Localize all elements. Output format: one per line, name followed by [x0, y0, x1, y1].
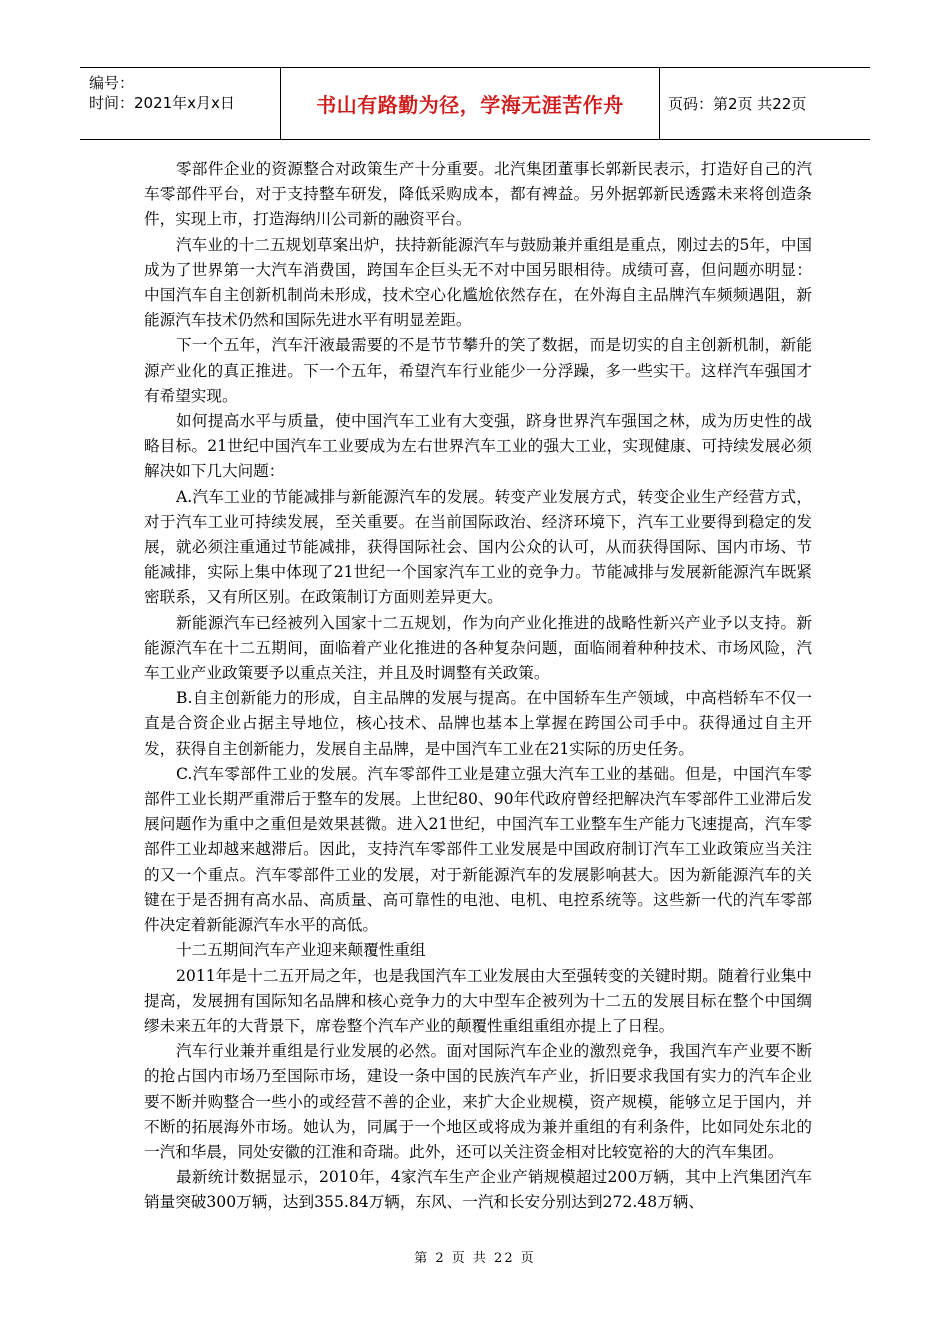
paragraph: 零部件企业的资源整合对政策生产十分重要。北汽集团董事长郭新民表示，打造好自己的汽车零部件平台，对于支持整车研发，降低采购成本，都有裨益。另外据郭新民透露未来将创造条件，实现上市，打造海纳川公司新的融资平台。 [144, 160, 812, 229]
header-motto-cell [281, 68, 660, 139]
header-page-info: 页码：第2页 共22页 [668, 95, 807, 113]
paragraph-item-a: A.汽车工业的节能减排与新能源汽车的发展。转变产业发展方式，转变企业生产经营方式，对于汽车工业可持续发展，至关重要。在当前国际政治、经济环境下，汽车工业要得到稳定的发展，就必须注重通过节能减排，获得国际社会、国内公众的认可，从而获得国际、国内市场、节能减排，实际上集中体现了21世纪一个国家汽车工业的竞争力。节能减排与发展新能源汽车既紧密联系，又有所区别。在政策制订方面则差异更大。 [144, 487, 812, 607]
document-date: 时间：2021年x月x日 [89, 94, 235, 112]
header-page-cell [660, 68, 870, 139]
page-footer: 第 2 页 共 22 页 [414, 1251, 536, 1266]
header-meta-cell [80, 68, 281, 139]
paragraph-item-b: B.自主创新能力的形成，自主品牌的发展与提高。在中国轿车生产领域，中高档轿车不仅一直是合资企业占据主导地位，核心技术、品牌也基本上掌握在跨国公司手中。获得通过自主开发，获得自主创新能力，发展自主品牌，是中国汽车工业在21实际的历史任务。 [144, 689, 812, 758]
paragraph: 如何提高水平与质量，使中国汽车工业有大变强，跻身世界汽车强国之林，成为历史性的战略目标。21世纪中国汽车工业要成为左右世界汽车工业的强大工业，实现健康、可持续发展必须解决如下几大问题： [144, 412, 812, 481]
paragraph: 下一个五年，汽车汗液最需要的不是节节攀升的笑了数据，而是切实的自主创新机制，新能源产业化的真正推进。下一个五年，希望汽车行业能少一分浮躁，多一些实干。这样汽车强国才有希望实现。 [144, 336, 812, 405]
section-heading: 十二五期间汽车产业迎来颠覆性重组 [176, 941, 426, 960]
paragraph: 汽车行业兼并重组是行业发展的必然。面对国际汽车企业的激烈竞争，我国汽车产业要不断的抢占国内市场乃至国际市场，建设一条中国的民族汽车产业，折旧要求我国有实力的汽车企业要不断并购整合一些小的或经营不善的企业，来扩大企业规模，资产规模，能够立足于国内，并不断的拓展海外市场。她认为，同属于一个地区或将成为兼并重组的有利条件，比如同处东北的一汽和华晨，同处安徽的江淮和奇瑞。此外，还可以关注资金相对比较宽裕的大的汽车集团。 [144, 1042, 812, 1161]
header-motto: 书山有路勤为径，学海无涯苦作舟 [316, 93, 624, 117]
paragraph: 2011年是十二五开局之年，也是我国汽车工业发展由大至强转变的关键时期。随着行业集中提高，发展拥有国际知名品牌和核心竞争力的大中型车企被列为十二五的发展目标在整个中国绸缪未来五年的大背景下，席卷整个汽车产业的颠覆性重组重组亦提上了日程。 [144, 966, 812, 1035]
paragraph: 最新统计数据显示，2010年，4家汽车生产企业产销规模超过200万辆，其中上汽集团汽车销量突破300万辆，达到355.84万辆，东风、一汽和长安分别达到272.48万辆、 [144, 1168, 812, 1212]
page-header [80, 67, 870, 140]
paragraph: 新能源汽车已经被列入国家十二五规划，作为向产业化推进的战略性新兴产业予以支持。新能源汽车在十二五期间，面临着产业化推进的各种复杂问题，面临闹着种种技术、市场风险，汽车工业产业政策要予以重点关注，并且及时调整有关政策。 [144, 613, 812, 683]
paragraph: 汽车业的十二五规划草案出炉，扶持新能源汽车与鼓励兼并重组是重点，刚过去的5年，中国成为了世界第一大汽车消费国，跨国车企巨头无不对中国另眼相待。成绩可喜，但问题亦明显：中国汽车自主创新机制尚未形成，技术空心化尴尬依然存在，在外海自主品牌汽车频频遇阻，新能源汽车技术仍然和国际先进水平有明显差距。 [144, 235, 812, 330]
document-body [144, 157, 812, 1216]
document-number-label: 编号： [89, 74, 135, 92]
paragraph-item-c: C.汽车零部件工业的发展。汽车零部件工业是建立强大汽车工业的基础。但是，中国汽车零部件工业长期严重滞后于整车的发展。上世纪80、90年代政府曾经把解决汽车零部件工业滞后发展问题作为重中之重但是效果甚微。进入21世纪，中国汽车工业整车生产能力飞速提高，汽车零部件工业却越来越滞后。因此，支持汽车零部件工业发展是中国政府制订汽车工业政策应当关注的又一个重点。汽车零部件工业的发展，对于新能源汽车的发展影响甚大。因为新能源汽车的关键在于是否拥有高水品、高质量、高可靠性的电池、电机、电控系统等。这些新一代的汽车零部件决定着新能源汽车水平的高低。 [144, 764, 812, 935]
